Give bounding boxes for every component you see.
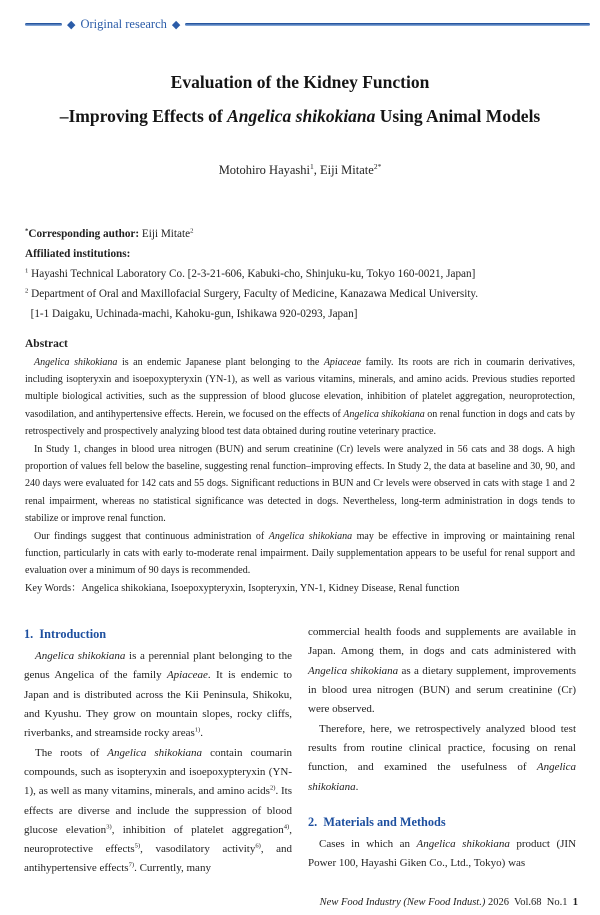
diamond-icon: ◆ bbox=[171, 17, 181, 31]
article-title bbox=[18, 65, 582, 133]
journal-citation-footer: New Food Industry (New Food Indust.) 2026 Vol.68 No.1 1 bbox=[319, 897, 578, 908]
intro-paragraph: Therefore, here, we retrospectively analyzed blood test results from routine clinical practice, focusing on renal function, and examined the usefulness of Angelica shikokiana. bbox=[308, 722, 576, 793]
band-rule-right bbox=[185, 23, 590, 26]
affiliation-line: [1-1 Daigaku, Uchinada-machi, Kahoku-gun, Ishikawa 920-0293, Japan] bbox=[25, 307, 358, 320]
affiliation-line: $^2$ Department of Oral and Maxillofacial Surgery, Faculty of Medicine, Kanazawa Medical University. bbox=[25, 286, 479, 300]
section-heading-methods: 2. Materials and Methods bbox=[308, 814, 446, 829]
diamond-icon: ◆ bbox=[67, 17, 76, 31]
abstract-section bbox=[25, 336, 575, 598]
abstract-paragraph: In Study 1, changes in blood urea nitrogen (BUN) and serum creatinine (Cr) levels were analyzed in 56 cats and 38 dogs. A high proportion of values fell below the baseline, suggesting renal function–improving effects. In Study 2, the data at baseline and 30, 90, and 240 days were evaluated for 142 cats and 55 dogs. Significant reductions in BUN and Cr levels were observed in cats with stage 1 and 2 renal impairment, whereas no statistical significance was detected in dogs. Nevertheless, long-term administration in dogs tends to stabilize or improve renal function. bbox=[25, 443, 575, 525]
keywords-line: Key Words：Angelica shikokiana, Isoepoxypteryxin, Isopteryxin, YN-1, Kidney Disease, Renal function bbox=[25, 582, 460, 594]
abstract-paragraph: Angelica shikokiana is an endemic Japanese plant belonging to the Apiaceae family. Its roots are rich in coumarin derivatives, including isopteryxin and isoepoxypteryxin (YN-1), as well as various vitamins, minerals, and amino acids. Previous studies reported multiple biological activities, such as the suppression of blood glucose elevation, inhibition of platelet aggregation, neuroprotection, vasodilation, and antihypertensive effects. Herein, we focused on the effects of Angelica shikokiana on renal function in dogs and cats by retrospectively and prospectively analyzing blood test data obtained during routine veterinary practice. bbox=[25, 356, 576, 438]
right-column bbox=[308, 623, 576, 879]
left-column bbox=[24, 623, 292, 879]
affiliated-institutions-heading: Affiliated institutions: bbox=[25, 247, 131, 260]
band-rule-left bbox=[25, 23, 62, 26]
article-type-band bbox=[25, 18, 590, 31]
abstract-paragraph: Our findings suggest that continuous administration of Angelica shikokiana may be effective in improving or maintaining renal function, particularly in cats with early to-moderate renal impairment. Daily supplementation appears to be useful for renal support and evaluation over a minimum of 90 days is recommended. bbox=[25, 530, 575, 577]
authors-line: Motohiro Hayashi$^1$, Eiji Mitate$^{2*}$ bbox=[218, 161, 382, 177]
content-columns bbox=[24, 623, 576, 879]
title-line-1: Evaluation of the Kidney Function bbox=[170, 71, 430, 92]
author-info-block bbox=[25, 224, 575, 324]
methods-paragraph: Cases in which an Angelica shikokiana product (JIN Power 100, Hayashi Giken Co., Ltd., Tokyo) was bbox=[308, 837, 577, 870]
abstract-heading: Abstract bbox=[25, 337, 68, 350]
corresponding-author-line: *Corresponding author: Eiji Mitate$^2$ bbox=[25, 226, 194, 240]
section-heading-introduction: 1. Introduction bbox=[24, 627, 107, 642]
intro-continuation-paragraph: commercial health foods and supplements are available in Japan. Among them, in dogs and cats administered with Angelica shikokiana as a dietary supplement, improvements in blood urea nitrogen (BUN) and serum creatinine (Cr) were observed. bbox=[308, 626, 576, 716]
article-type-label: Original research bbox=[80, 17, 167, 31]
affiliation-line: $^1$ Hayashi Technical Laboratory Co. [2-3-21-606, Kabuki-cho, Shinjuku-ku, Tokyo 160-0021, Japan] bbox=[25, 266, 476, 280]
title-line-2: –Improving Effects of Angelica shikokiana Using Animal Models bbox=[59, 105, 541, 126]
intro-paragraph: Angelica shikokiana is a perennial plant belonging to the genus Angelica of the family Apiaceae. It is endemic to Japan and is distributed across the Kii Peninsula, Shikoku, and Kyushu. They grow on mountain slopes, rocky cliffs, riverbanks, and streamside rocky areas$^{1)}$. bbox=[24, 650, 293, 740]
intro-paragraph: The roots of Angelica shikokiana contain coumarin compounds, such as isopteryxin and isoepoxypteryxin (YN-1), as well as many vitamins, minerals, and amino acids$^{2)}$. Its effects are diverse and include the suppression of blood glucose elevation$^{3)}$, inhibition of platelet aggregation$^{4)}$, neuroprotective effects$^{5)}$, vasodilatory activity$^{6)}$, and antihypertensive effects$^{7)}$. Currently, many bbox=[24, 746, 293, 875]
